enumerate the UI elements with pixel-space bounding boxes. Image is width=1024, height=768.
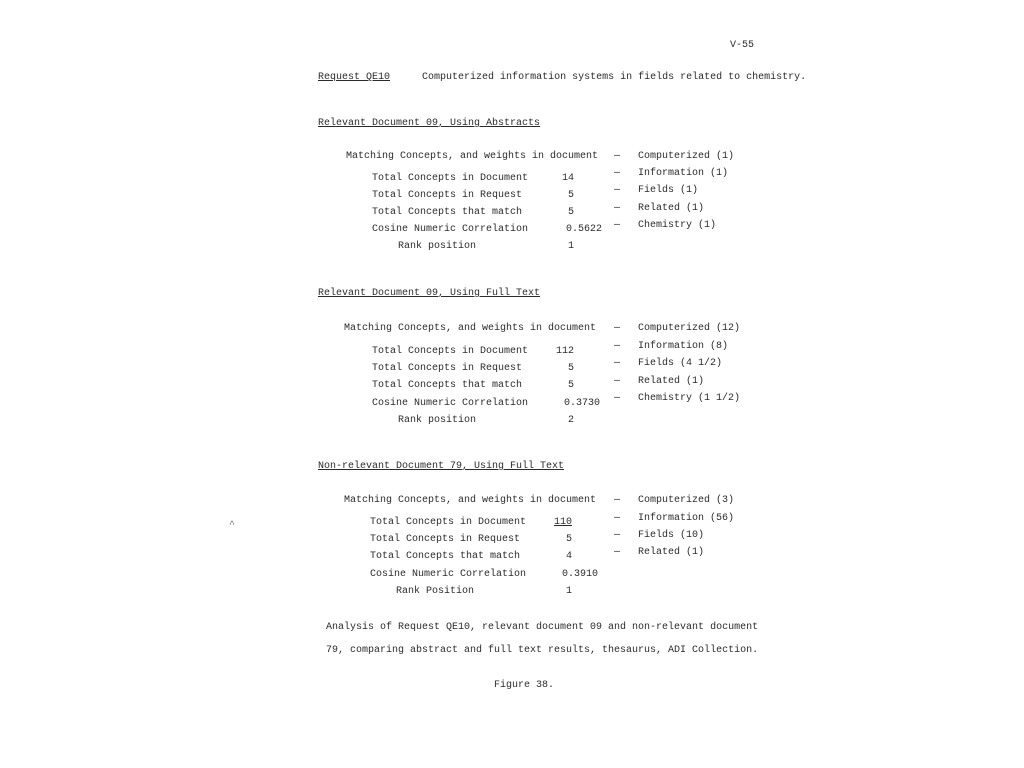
matching-concepts-label: Matching Concepts, and weights in document — [344, 323, 597, 334]
caption-line-1: Analysis of Request QE10, relevant document 09 and non-relevant document — [326, 622, 759, 633]
row-value: 5 — [567, 363, 574, 374]
concept-item: Information (1) — [638, 168, 729, 179]
row-label: Total Concepts in Document — [372, 346, 529, 357]
section-heading: Relevant Document 09, Using Abstracts — [318, 118, 541, 129]
section-heading: Non-relevant Document 79, Using Full Text — [318, 461, 565, 472]
concept-dash: — — [614, 530, 621, 541]
concept-dash: — — [614, 376, 621, 387]
row-label: Cosine Numeric Correlation — [372, 398, 529, 409]
concept-item: Related (1) — [638, 547, 705, 558]
figure-label: Figure 38. — [494, 680, 555, 691]
stray-mark: ^ — [229, 520, 236, 531]
matching-concepts-label: Matching Concepts, and weights in document — [346, 151, 599, 162]
row-value: 0.5622 — [565, 224, 602, 235]
row-value: 5 — [567, 190, 574, 201]
row-value: 112 — [555, 346, 574, 357]
row-value: 110 — [553, 517, 572, 528]
row-value: 1 — [567, 241, 574, 252]
concept-dash: — — [614, 203, 621, 214]
row-value: 5 — [567, 207, 574, 218]
request-label: Request QE10 — [318, 72, 391, 83]
matching-concepts-label: Matching Concepts, and weights in document — [344, 495, 597, 506]
row-label: Total Concepts that match — [370, 551, 521, 562]
concept-dash: — — [614, 151, 621, 162]
row-label: Total Concepts in Document — [372, 173, 529, 184]
concept-item: Information (56) — [638, 513, 735, 524]
row-label: Cosine Numeric Correlation — [372, 224, 529, 235]
row-label: Rank position — [398, 241, 477, 252]
concept-dash: — — [614, 341, 621, 352]
concept-item: Chemistry (1 1/2) — [638, 393, 741, 404]
concept-dash: — — [614, 547, 621, 558]
concept-dash: — — [614, 513, 621, 524]
request-line — [318, 72, 806, 83]
concept-item: Computerized (12) — [638, 323, 741, 334]
concept-dash: — — [614, 393, 621, 404]
concept-item: Fields (4 1/2) — [638, 358, 723, 369]
row-value: 0.3910 — [561, 569, 598, 580]
concept-item: Related (1) — [638, 376, 705, 387]
concept-item: Related (1) — [638, 203, 705, 214]
concept-item: Information (8) — [638, 341, 729, 352]
concept-item: Chemistry (1) — [638, 220, 717, 231]
row-value: 5 — [567, 380, 574, 391]
row-value: 0.3730 — [563, 398, 600, 409]
concept-item: Fields (10) — [638, 530, 705, 541]
row-label: Rank position — [398, 415, 477, 426]
row-label: Total Concepts in Request — [372, 363, 523, 374]
row-value: 1 — [565, 586, 572, 597]
concept-dash: — — [614, 323, 621, 334]
row-value: 2 — [567, 415, 574, 426]
row-label: Total Concepts that match — [372, 380, 523, 391]
caption-line-2: 79, comparing abstract and full text results, thesaurus, ADI Collection. — [326, 645, 759, 656]
row-label: Total Concepts in Document — [370, 517, 527, 528]
concept-dash: — — [614, 495, 621, 506]
concept-item: Computerized (3) — [638, 495, 735, 506]
concept-item: Fields (1) — [638, 185, 699, 196]
row-value: 14 — [561, 173, 574, 184]
row-value: 5 — [565, 534, 572, 545]
row-label: Rank Position — [396, 586, 475, 597]
row-label: Total Concepts in Request — [372, 190, 523, 201]
row-label: Cosine Numeric Correlation — [370, 569, 527, 580]
concept-dash: — — [614, 168, 621, 179]
concept-dash: — — [614, 358, 621, 369]
row-label: Total Concepts in Request — [370, 534, 521, 545]
section-heading: Relevant Document 09, Using Full Text — [318, 288, 541, 299]
concept-dash: — — [614, 220, 621, 231]
concept-dash: — — [614, 185, 621, 196]
row-label: Total Concepts that match — [372, 207, 523, 218]
page-number: V-55 — [730, 40, 755, 51]
concept-item: Computerized (1) — [638, 151, 735, 162]
request-description: Computerized information systems in fields related to chemistry. — [422, 72, 807, 83]
row-value: 4 — [565, 551, 572, 562]
